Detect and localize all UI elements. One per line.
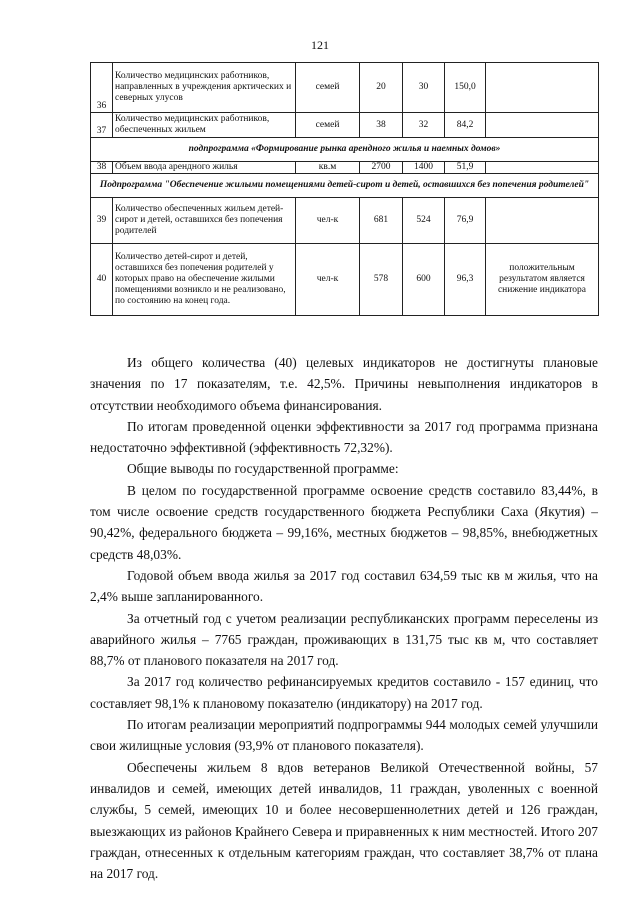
row-number: 40 xyxy=(91,244,113,316)
paragraph: По итогам реализации мероприятий подпрограммы 944 молодых семей улучшили свои жилищные условия (93,9% от планового показателя). xyxy=(90,717,598,754)
indicator-name: Количество детей-сирот и детей, оставшихся без попечения родителей у которых право на обеспечение жилыми помещениями возникло и не реализовано, по состоянию на конец года. xyxy=(113,244,296,316)
fact-value: 600 xyxy=(403,244,445,316)
plan-value: 578 xyxy=(360,244,403,316)
paragraph: Из общего количества (40) целевых индикаторов не достигнуты плановые значения по 17 показателям, т.е. 42,5%. Причины невыполнения индикаторов в отсутствии необходимого объема финансирования. xyxy=(90,355,598,413)
table-row xyxy=(91,63,599,113)
unit: чел-к xyxy=(296,198,360,244)
percent-value: 76,9 xyxy=(445,198,486,244)
row-number: 36 xyxy=(91,63,113,113)
row-number: 38 xyxy=(91,162,113,174)
subprogram-header-row xyxy=(91,174,599,198)
fact-value: 30 xyxy=(403,63,445,113)
subprogram-title: подпрограмма «Формирование рынка арендного жилья и наемных домов» xyxy=(91,138,599,162)
indicator-name: Объем ввода арендного жилья xyxy=(113,162,296,174)
percent-value: 51,9 xyxy=(445,162,486,174)
table-row xyxy=(91,244,599,316)
percent-value: 96,3 xyxy=(445,244,486,316)
fact-value: 32 xyxy=(403,113,445,138)
paragraph: За отчетный год с учетом реализации республиканских программ переселены из аварийного жилья – 7765 граждан, проживающих в 131,75 тыс кв м, что составляет 88,7% от планового показателя на 2017 год. xyxy=(90,610,598,669)
row-number: 39 xyxy=(91,198,113,244)
table-row xyxy=(91,198,599,244)
unit: семей xyxy=(296,63,360,113)
note xyxy=(486,198,599,244)
body-text xyxy=(90,352,598,884)
row-number: 37 xyxy=(91,113,113,138)
note: положительным результатом является снижение индикатора xyxy=(486,244,599,316)
indicators-table xyxy=(90,62,599,316)
note xyxy=(486,162,599,174)
paragraph: За 2017 год количество рефинансируемых кредитов составило - 157 единиц, что составляет 98,1% к плановому показателю (индикатору) на 2017 год. xyxy=(90,674,598,711)
plan-value: 20 xyxy=(360,63,403,113)
plan-value: 681 xyxy=(360,198,403,244)
unit: семей xyxy=(296,113,360,138)
percent-value: 84,2 xyxy=(445,113,486,138)
indicator-name: Количество медицинских работников, направленных в учреждения арктических и северных улусов xyxy=(113,63,296,113)
plan-value: 38 xyxy=(360,113,403,138)
fact-value: 1400 xyxy=(403,162,445,174)
paragraph: Общие выводы по государственной программе: xyxy=(127,461,399,477)
page-number: 121 xyxy=(311,38,329,52)
fact-value: 524 xyxy=(403,198,445,244)
paragraph: В целом по государственной программе освоение средств составило 83,44%, в том числе освоение средств государственного бюджета Республики Саха (Якутия) – 90,42%, федерального бюджета – 99,16%, местных бюджетов – 98,85%, внебюджетных средств 48,03%. xyxy=(90,482,598,562)
paragraph: Обеспечены жильем 8 вдов ветеранов Великой Отечественной войны, 57 инвалидов и семей, имеющих детей инвалидов, 11 граждан, уволенных с военной службы, 5 семей, имеющих 10 и более несовершеннолетних детей и 126 граждан, выезжающих из районов Крайнего Севера и приравненных к ним местностей. Итого 207 граждан, отнесенных к отдельным категориям граждан, что составляет 38,7% от плана на 2017 год. xyxy=(90,759,598,882)
table-row xyxy=(91,162,599,174)
table-row xyxy=(91,113,599,138)
paragraph: По итогам проведенной оценки эффективности за 2017 год программа признана недостаточно эффективной (эффективность 72,32%). xyxy=(90,418,598,456)
unit: кв.м xyxy=(296,162,360,174)
note xyxy=(486,113,599,138)
subprogram-header-row xyxy=(91,138,599,162)
percent-value: 150,0 xyxy=(445,63,486,113)
note xyxy=(486,63,599,113)
subprogram-title: Подпрограмма "Обеспечение жилыми помещениями детей-сирот и детей, оставшихся без попечения родителей" xyxy=(91,174,599,198)
indicator-name: Количество обеспеченных жильем детей-сирот и детей, оставшихся без попечения родителей xyxy=(113,198,296,244)
plan-value: 2700 xyxy=(360,162,403,174)
paragraph: Годовой объем ввода жилья за 2017 год составил 634,59 тыс кв м жилья, что на 2,4% выше запланированного. xyxy=(90,567,598,605)
indicator-name: Количество медицинских работников, обеспеченных жильем xyxy=(113,113,296,138)
unit: чел-к xyxy=(296,244,360,316)
